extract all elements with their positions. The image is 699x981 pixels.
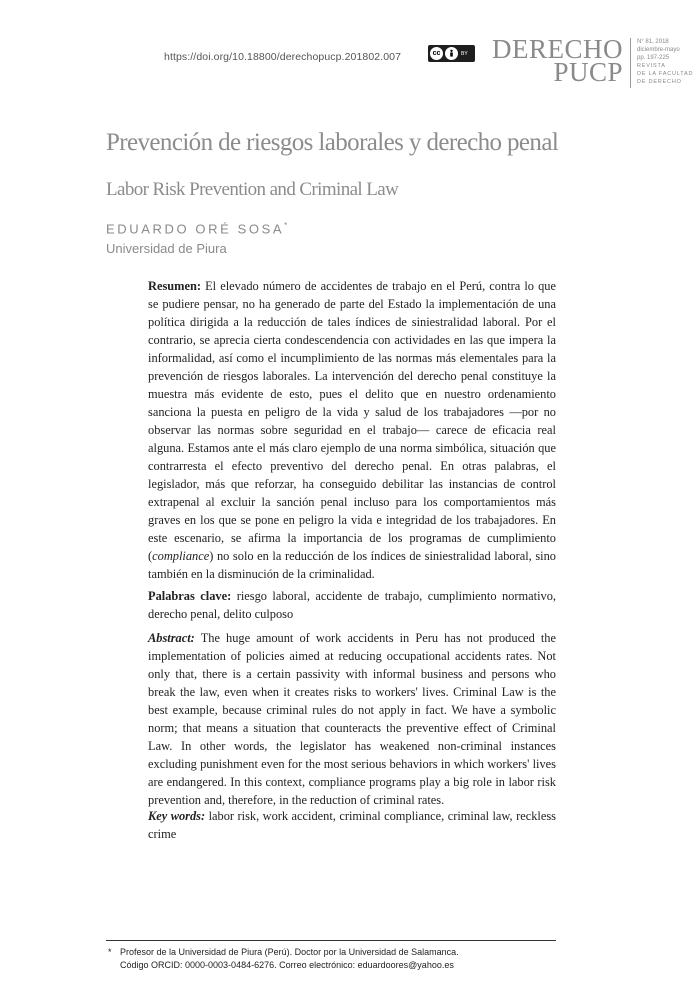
- author-affiliation: Universidad de Piura: [106, 241, 227, 256]
- publisher-line: DE DERECHO: [637, 79, 682, 85]
- journal-name-line2: PUCP: [553, 57, 623, 87]
- resumen-italic-term: compliance: [152, 549, 210, 563]
- author-name: [106, 221, 287, 236]
- resumen-text: El elevado número de accidentes de trabajo en el Perú, contra lo que se pudiere pensar, no ha generado de parte del Estado la implementación de una política dirigida a la reducción de tales índices de siniestralidad laboral. Por el contrario, se aprecia cierta condescendencia con actividades en las que impera la informalidad, así como el incumplimiento de las normas más elementales para la prevención de riesgos laborales. La intervención del derecho penal constituye la muestra más evidente de esto, pues el delito que en nuestro ordenamiento sanciona la puesta en peligro de la vida y salud de los trabajadores —por no observar las normas sobre seguridad en el trabajo— carece de eficacia real alguna. Estamos ante el más claro ejemplo de una norma simbólica, situación que contrarresta el efecto preventivo del derecho penal. En otras palabras, el legislador, más que reforzar, ha conseguido debilitar las instancias de control extrapenal al excluir la sanción penal incluso para los comportamientos más graves en los que se pone en peligro la vida e integridad de los trabajadores. En este escenario, se afirma la importancia de los programas de cumplimiento (: [148, 279, 556, 563]
- publisher-line: DE LA FACULTAD: [637, 71, 694, 77]
- palabras-clave-text: riesgo laboral, accidente de trabajo, cumplimiento normativo, derecho penal, delito culposo: [148, 589, 556, 621]
- abstract-text: The huge amount of work accidents in Peru has not produced the implementation of policies aimed at reducing occupational accidents rates. Not only that, there is a certain passivity with informal business and persons who break the law, even when it creates risks to workers' lives. Criminal Law is the best example, because criminal rules do not apply in fact. We have a symbolic norm; that means a situation that counteracts the preventive effect of Criminal Law. In other words, the legislator has weakened non-criminal instances excluding punishment even for the most serious behaviors in which workers' lives are endangered. In this context, compliance programs play a big role in labor risk prevention and, therefore, in the reduction of criminal rates.: [148, 631, 556, 807]
- author-footnote-mark: *: [284, 221, 288, 230]
- attribution-icon: [445, 47, 458, 60]
- cc-license-badge[interactable]: [428, 45, 475, 62]
- palabras-clave-paragraph: [148, 587, 556, 623]
- doi-link[interactable]: https://doi.org/10.18800/derechopucp.201802.007: [164, 51, 402, 63]
- journal-divider: [630, 38, 631, 88]
- abstract-paragraph: [148, 629, 556, 809]
- journal-name-line1: DERECHO: [492, 34, 623, 64]
- article-title-en: Labor Risk Prevention and Criminal Law: [106, 179, 399, 200]
- footnote-rule: [106, 940, 556, 941]
- author-name-text: EDUARDO ORÉ SOSA: [106, 221, 285, 237]
- abstract-label: Abstract:: [148, 631, 195, 645]
- issue-number: N° 81, 2018: [637, 39, 669, 45]
- publisher-line: REVISTA: [637, 63, 666, 69]
- resumen-paragraph: [148, 277, 556, 583]
- key-words-text: labor risk, work accident, criminal compliance, criminal law, reckless crime: [148, 809, 556, 841]
- footnote-line: Código ORCID: 0000-0003-0484-6276. Correo electrónico: eduardoores@yahoo.es: [120, 960, 454, 970]
- journal-logo: [492, 34, 623, 87]
- creative-commons-icon: cc: [430, 47, 443, 60]
- key-words-label: Key words:: [148, 809, 206, 823]
- license-by-label: BY: [461, 50, 468, 57]
- footnote-line: Profesor de la Universidad de Piura (Perú). Doctor por la Universidad de Salamanca.: [120, 947, 459, 957]
- issue-pages: pp. 197-225: [637, 55, 670, 61]
- article-title-es: Prevención de riesgos laborales y derecho penal: [106, 129, 559, 156]
- issue-period: diciembre-mayo: [637, 47, 680, 53]
- journal-meta: [637, 38, 693, 86]
- key-words-paragraph: [148, 807, 556, 843]
- palabras-clave-label: Palabras clave:: [148, 589, 232, 603]
- resumen-label: Resumen:: [148, 279, 201, 293]
- footnote: [108, 946, 578, 972]
- footnote-mark: *: [108, 947, 112, 957]
- resumen-text-end: ) no solo en la reducción de los índices de siniestralidad laboral, sino también en la disminución de la criminalidad.: [148, 549, 556, 581]
